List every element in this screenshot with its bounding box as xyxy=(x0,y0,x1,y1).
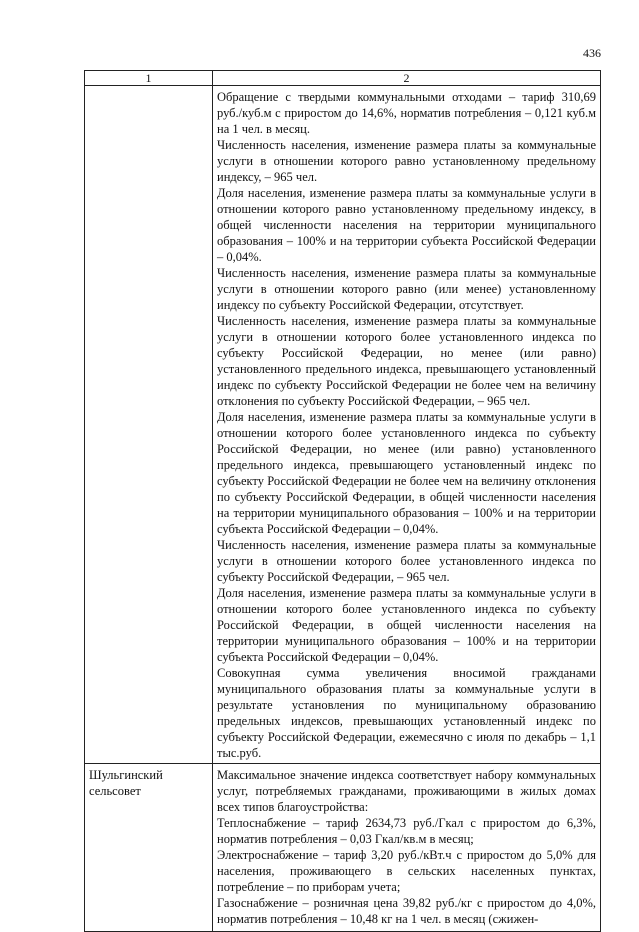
indicator-text-cell xyxy=(213,764,601,932)
paragraph: Максимальное значение индекса соответствует набору коммунальных услуг, потребляемых гражданами, проживающими в жилых домах всех типов благоустройства: xyxy=(217,768,596,814)
paragraph: Численность населения, изменение размера платы за коммунальные услуги в отношении которого равно установленному предельному индексу, – 965 чел. xyxy=(217,138,596,184)
table-header-row xyxy=(85,71,601,86)
municipality-name-line: сельсовет xyxy=(89,784,141,798)
paragraph: Доля населения, изменение размера платы за коммунальные услуги в отношении которого равно установленному предельному индексу, в общей численности населения на территории муниципального образования – 100% и на территории субъекта Российской Федерации – 0,04%. xyxy=(217,186,596,264)
municipality-name-line: Шульгинский xyxy=(89,768,163,782)
data-table xyxy=(84,70,601,932)
paragraph: Доля населения, изменение размера платы за коммунальные услуги в отношении которого более установленного индекса по субъекту Российской Федерации, в общей численности населения на территории муниципального образования – 100% и на территории субъекта Российской Федерации – 0,04%. xyxy=(217,586,596,664)
paragraph: Численность населения, изменение размера платы за коммунальные услуги в отношении которого равно (или менее) установленному индексу по субъекту Российской Федерации, отсутствует. xyxy=(217,266,596,312)
paragraph: Обращение с твердыми коммунальными отходами – тариф 310,69 руб./куб.м с приростом до 14,6%, норматив потребления – 0,121 куб.м на 1 чел. в месяц. xyxy=(217,90,596,136)
column-header-2: 2 xyxy=(213,71,601,86)
table-row xyxy=(85,764,601,932)
paragraph: Численность населения, изменение размера платы за коммунальные услуги в отношении которого более установленного индекса по субъекту Российской Федерации, – 965 чел. xyxy=(217,538,596,584)
paragraph: Теплоснабжение – тариф 2634,73 руб./Гкал с приростом до 6,3%, норматив потребления – 0,03 Гкал/кв.м в месяц; xyxy=(217,816,596,846)
clipped-text-region xyxy=(217,767,596,931)
paragraph: Электроснабжение – тариф 3,20 руб./кВт.ч с приростом до 5,0% для населения, проживающего в сельских населенных пунктах, потребление – по приборам учета; xyxy=(217,848,596,894)
paragraph: Доля населения, изменение размера платы за коммунальные услуги в отношении которого более установленного индекса по субъекту Российской Федерации, но менее (или равно) установленного предельного индекса, превышающего установленный индекс по субъекту Российской Федерации не более чем на величину отклонения по субъекту Российской Федерации, в общей численности населения на территории муниципального образования – 100% и на территории субъекта Российской Федерации – 0,04%. xyxy=(217,410,596,536)
municipality-name-cell xyxy=(85,764,213,932)
paragraph: Численность населения, изменение размера платы за коммунальные услуги в отношении которого более установленного индекса по субъекту Российской Федерации, но менее (или равно) установленного предельного индекса, превышающего установленный индекс по субъекту Российской Федерации не более чем на величину отклонения по субъекту Российской Федерации, – 965 чел. xyxy=(217,314,596,408)
paragraph: Совокупная сумма увеличения вносимой гражданами муниципального образования платы за коммунальные услуги в результате установления по муниципальному образованию предельных индексов, превышающих установленный индекс по субъекту Российской Федерации, ежемесячно с июля по декабрь – 1,1 тыс.руб. xyxy=(217,666,596,760)
column-header-1: 1 xyxy=(85,71,213,86)
page-number: 436 xyxy=(583,46,601,60)
table-row xyxy=(85,86,601,764)
municipality-name-cell xyxy=(85,86,213,764)
paragraph: Газоснабжение – розничная цена 39,82 руб./кг с приростом до 4,0%, норматив потребления – 10,48 кг на 1 чел. в месяц (сжижен- xyxy=(217,896,596,926)
indicator-text-cell xyxy=(213,86,601,764)
